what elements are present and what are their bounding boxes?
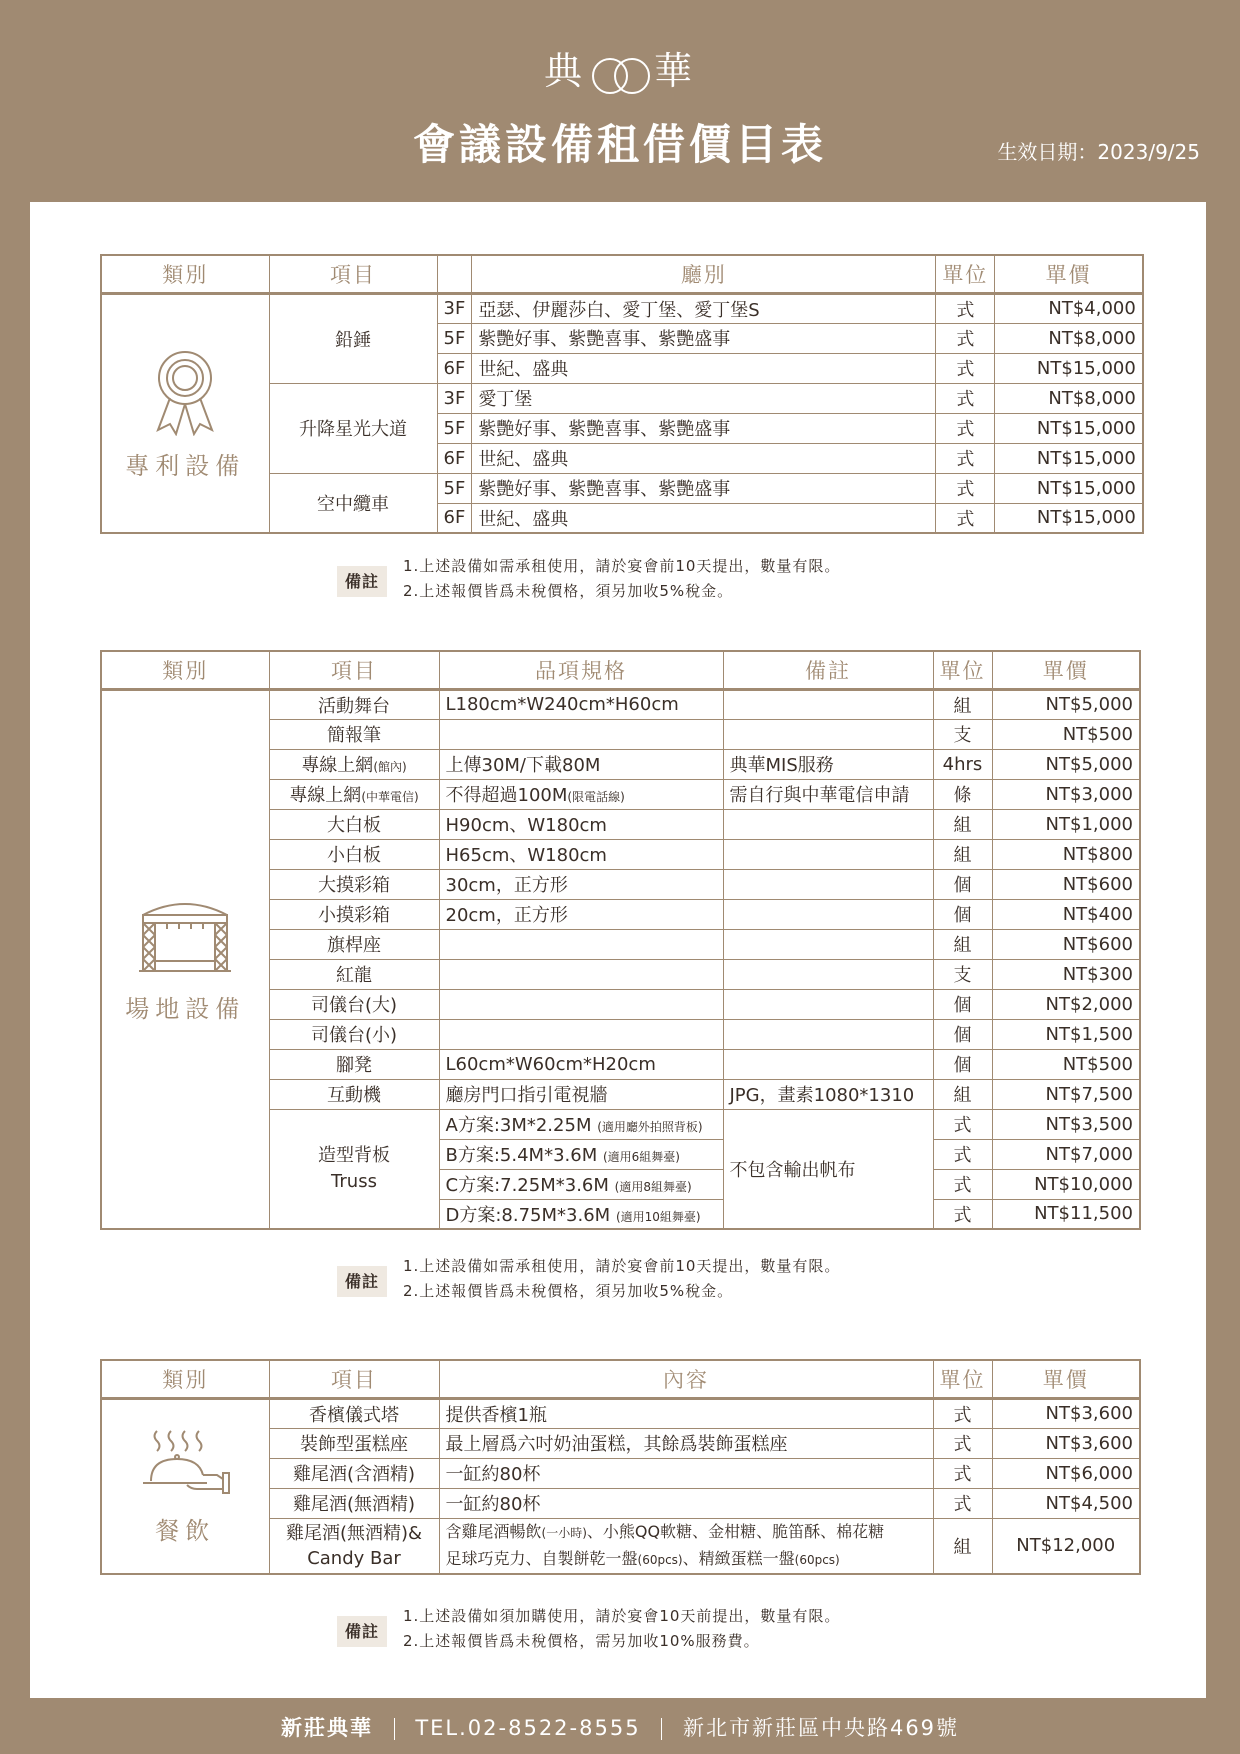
unit: 組 [933, 689, 992, 719]
item-name: 大摸彩箱 [269, 869, 439, 899]
floor: 5F [437, 323, 472, 353]
price: NT$500 [992, 1049, 1140, 1079]
price: NT$7,000 [992, 1139, 1140, 1169]
price: NT$8,000 [995, 323, 1143, 353]
unit: 個 [933, 989, 992, 1019]
hall: 亞瑟、伊麗莎白、愛丁堡、愛丁堡S [472, 293, 936, 323]
note-badge: 備註 [337, 1616, 387, 1647]
item-name: 香檳儀式塔 [269, 1398, 439, 1428]
unit: 式 [936, 503, 995, 533]
item-name: 造型背板 Truss [269, 1109, 439, 1229]
content: 提供香檳1瓶 [439, 1398, 933, 1428]
item-name: 司儀台(大) [269, 989, 439, 1019]
remark: 不包含輸出帆布 [723, 1109, 933, 1229]
price: NT$7,500 [992, 1079, 1140, 1109]
price: NT$3,000 [992, 779, 1140, 809]
unit: 組 [933, 809, 992, 839]
venue-equipment-table [100, 650, 1141, 1230]
remark: 典華MIS服務 [723, 749, 933, 779]
col-header: 備註 [723, 651, 933, 689]
note-badge: 備註 [337, 1266, 387, 1297]
item-name: 簡報筆 [269, 719, 439, 749]
note-line: 1.上述設備如需承租使用，請於宴會前10天提出，數量有限。 [403, 557, 841, 575]
spec: L180cm*W240cm*H60cm [439, 689, 723, 719]
page-footer [0, 1712, 1240, 1742]
col-header: 單位 [933, 1360, 992, 1398]
spec: 不得超過100M(限電話線) [439, 779, 723, 809]
item-name: 雞尾酒(含酒精) [269, 1458, 439, 1488]
unit: 組 [933, 1079, 992, 1109]
remark [723, 1019, 933, 1049]
phone-number: TEL.02-8522-8555 [415, 1716, 641, 1740]
hall: 世紀、盛典 [472, 443, 936, 473]
col-header: 單位 [936, 255, 995, 293]
unit: 式 [936, 443, 995, 473]
unit: 式 [933, 1199, 992, 1229]
table1-note [337, 554, 840, 604]
content: 一缸約80杯 [439, 1458, 933, 1488]
unit: 組 [933, 839, 992, 869]
spec: B方案:5.4M*3.6M (適用6組舞臺) [439, 1139, 723, 1169]
remark [723, 959, 933, 989]
item-name: 升降星光大道 [269, 383, 437, 473]
page-title: 會議設備租借價目表 [412, 120, 827, 169]
unit: 組 [933, 929, 992, 959]
floor: 6F [437, 353, 472, 383]
spec: D方案:8.75M*3.6M (適用10組舞臺) [439, 1199, 723, 1229]
item-name: 空中纜車 [269, 473, 437, 533]
item-name: 腳凳 [269, 1049, 439, 1079]
unit: 式 [933, 1169, 992, 1199]
serving-cloche-icon [137, 1427, 233, 1501]
table2-note [337, 1254, 840, 1304]
unit: 式 [933, 1139, 992, 1169]
remark [723, 929, 933, 959]
floor: 6F [437, 503, 472, 533]
spec [439, 719, 723, 749]
price: NT$11,500 [992, 1199, 1140, 1229]
category-cell [101, 293, 269, 533]
price: NT$600 [992, 869, 1140, 899]
item-name: 司儀台(小) [269, 1019, 439, 1049]
unit: 式 [933, 1398, 992, 1428]
item-name: 小摸彩箱 [269, 899, 439, 929]
divider [394, 1718, 395, 1740]
spec [439, 929, 723, 959]
page-header [0, 0, 1240, 200]
col-header: 品項規格 [439, 651, 723, 689]
category-cell [101, 689, 269, 1229]
unit: 式 [933, 1428, 992, 1458]
price: NT$15,000 [995, 413, 1143, 443]
col-header: 單價 [995, 255, 1143, 293]
price: NT$3,500 [992, 1109, 1140, 1139]
price: NT$5,000 [992, 689, 1140, 719]
col-header: 類別 [101, 651, 269, 689]
col-header [437, 255, 472, 293]
category-label: 餐飲 [155, 1516, 216, 1545]
price: NT$3,600 [992, 1398, 1140, 1428]
spec [439, 989, 723, 1019]
divider [661, 1718, 662, 1740]
unit: 個 [933, 1049, 992, 1079]
remark [723, 809, 933, 839]
unit: 式 [936, 323, 995, 353]
hall: 愛丁堡 [472, 383, 936, 413]
col-header: 廳別 [472, 255, 936, 293]
remark [723, 839, 933, 869]
address: 新北市新莊區中央路469號 [682, 1716, 960, 1740]
unit: 4hrs [933, 749, 992, 779]
spec: 30cm，正方形 [439, 869, 723, 899]
floor: 5F [437, 413, 472, 443]
logo-rings-icon [588, 58, 652, 92]
hall: 世紀、盛典 [472, 503, 936, 533]
spec [439, 959, 723, 989]
ribbon-award-icon [150, 346, 220, 436]
unit: 式 [936, 473, 995, 503]
stage-truss-icon [137, 895, 233, 979]
floor: 5F [437, 473, 472, 503]
spec: 廳房門口指引電視牆 [439, 1079, 723, 1109]
remark: 需自行與中華電信申請 [723, 779, 933, 809]
price: NT$15,000 [995, 503, 1143, 533]
col-header: 內容 [439, 1360, 933, 1398]
table-row [101, 689, 1140, 719]
unit: 式 [933, 1458, 992, 1488]
content: 含雞尾酒暢飲(一小時)、小熊QQ軟糖、金柑糖、脆笛酥、棉花糖 足球巧克力、自製餅乾一盤(60pcs)、精緻蛋糕一盤(60pcs) [439, 1518, 933, 1574]
table-row [101, 293, 1143, 323]
col-header: 單位 [933, 651, 992, 689]
spec: C方案:7.25M*3.6M (適用8組舞臺) [439, 1169, 723, 1199]
catering-table [100, 1359, 1141, 1575]
spec: H65cm、W180cm [439, 839, 723, 869]
unit: 式 [936, 383, 995, 413]
price: NT$1,000 [992, 809, 1140, 839]
item-name: 雞尾酒(無酒精) [269, 1488, 439, 1518]
note-line: 1.上述設備如須加購使用，請於宴會10天前提出，數量有限。 [403, 1607, 841, 1625]
unit: 個 [933, 869, 992, 899]
spec: H90cm、W180cm [439, 809, 723, 839]
item-name: 專線上網(館內) [269, 749, 439, 779]
col-header: 項目 [269, 651, 439, 689]
unit: 個 [933, 899, 992, 929]
hall: 世紀、盛典 [472, 353, 936, 383]
remark: JPG，畫素1080*1310 [723, 1079, 933, 1109]
floor: 3F [437, 383, 472, 413]
spec: A方案:3M*2.25M (適用廳外拍照背板) [439, 1109, 723, 1139]
price: NT$15,000 [995, 353, 1143, 383]
price: NT$15,000 [995, 443, 1143, 473]
remark [723, 719, 933, 749]
spec: 20cm，正方形 [439, 899, 723, 929]
unit: 個 [933, 1019, 992, 1049]
item-name: 鉛錘 [269, 293, 437, 383]
unit: 式 [936, 413, 995, 443]
price: NT$500 [992, 719, 1140, 749]
item-name: 活動舞台 [269, 689, 439, 719]
note-line: 1.上述設備如需承租使用，請於宴會前10天提出，數量有限。 [403, 1257, 841, 1275]
content: 一缸約80杯 [439, 1488, 933, 1518]
logo-left-char: 典 [543, 49, 586, 93]
effective-date: 生效日期：2023/9/25 [997, 140, 1200, 164]
unit: 式 [936, 353, 995, 383]
price: NT$1,500 [992, 1019, 1140, 1049]
table-row [101, 1398, 1140, 1428]
hall: 紫艷好事、紫艷喜事、紫艷盛事 [472, 323, 936, 353]
category-label: 專利設備 [125, 451, 246, 480]
price: NT$2,000 [992, 989, 1140, 1019]
unit: 式 [933, 1488, 992, 1518]
spec: L60cm*W60cm*H20cm [439, 1049, 723, 1079]
col-header: 項目 [269, 255, 437, 293]
content: 最上層爲六吋奶油蛋糕，其餘爲裝飾蛋糕座 [439, 1428, 933, 1458]
table3-note [337, 1604, 840, 1654]
hall: 紫艷好事、紫艷喜事、紫艷盛事 [472, 473, 936, 503]
category-label: 場地設備 [125, 994, 246, 1023]
unit: 組 [933, 1518, 992, 1574]
category-cell [101, 1398, 269, 1574]
col-header: 單價 [992, 1360, 1140, 1398]
col-header: 類別 [101, 1360, 269, 1398]
remark [723, 989, 933, 1019]
item-name: 互動機 [269, 1079, 439, 1109]
remark [723, 899, 933, 929]
item-name: 旗桿座 [269, 929, 439, 959]
remark [723, 869, 933, 899]
floor: 3F [437, 293, 472, 323]
item-name: 裝飾型蛋糕座 [269, 1428, 439, 1458]
item-name: 專線上網(中華電信) [269, 779, 439, 809]
spec: 上傳30M/下載80M [439, 749, 723, 779]
price: NT$400 [992, 899, 1140, 929]
remark [723, 689, 933, 719]
venue-name: 新莊典華 [280, 1716, 373, 1740]
price: NT$5,000 [992, 749, 1140, 779]
price: NT$6,000 [992, 1458, 1140, 1488]
price: NT$3,600 [992, 1428, 1140, 1458]
item-name: 雞尾酒(無酒精)& Candy Bar [269, 1518, 439, 1574]
col-header: 項目 [269, 1360, 439, 1398]
item-name: 大白板 [269, 809, 439, 839]
note-line: 2.上述報價皆爲未稅價格，須另加收5%稅金。 [403, 582, 734, 600]
price: NT$4,500 [992, 1488, 1140, 1518]
note-badge: 備註 [337, 566, 387, 597]
brand-logo [0, 40, 1240, 95]
price: NT$10,000 [992, 1169, 1140, 1199]
price: NT$8,000 [995, 383, 1143, 413]
price: NT$12,000 [992, 1518, 1140, 1574]
price: NT$800 [992, 839, 1140, 869]
price: NT$300 [992, 959, 1140, 989]
unit: 式 [936, 293, 995, 323]
note-line: 2.上述報價皆爲未稅價格，需另加收10%服務費。 [403, 1632, 760, 1650]
unit: 支 [933, 959, 992, 989]
price: NT$4,000 [995, 293, 1143, 323]
unit: 支 [933, 719, 992, 749]
hall: 紫艷好事、紫艷喜事、紫艷盛事 [472, 413, 936, 443]
price: NT$600 [992, 929, 1140, 959]
unit: 式 [933, 1109, 992, 1139]
patent-equipment-table [100, 254, 1144, 534]
unit: 條 [933, 779, 992, 809]
remark [723, 1049, 933, 1079]
col-header: 類別 [101, 255, 269, 293]
price: NT$15,000 [995, 473, 1143, 503]
note-line: 2.上述報價皆爲未稅價格，須另加收5%稅金。 [403, 1282, 734, 1300]
item-name: 紅龍 [269, 959, 439, 989]
col-header: 單價 [992, 651, 1140, 689]
spec [439, 1019, 723, 1049]
logo-right-char: 華 [654, 49, 697, 93]
floor: 6F [437, 443, 472, 473]
item-name: 小白板 [269, 839, 439, 869]
